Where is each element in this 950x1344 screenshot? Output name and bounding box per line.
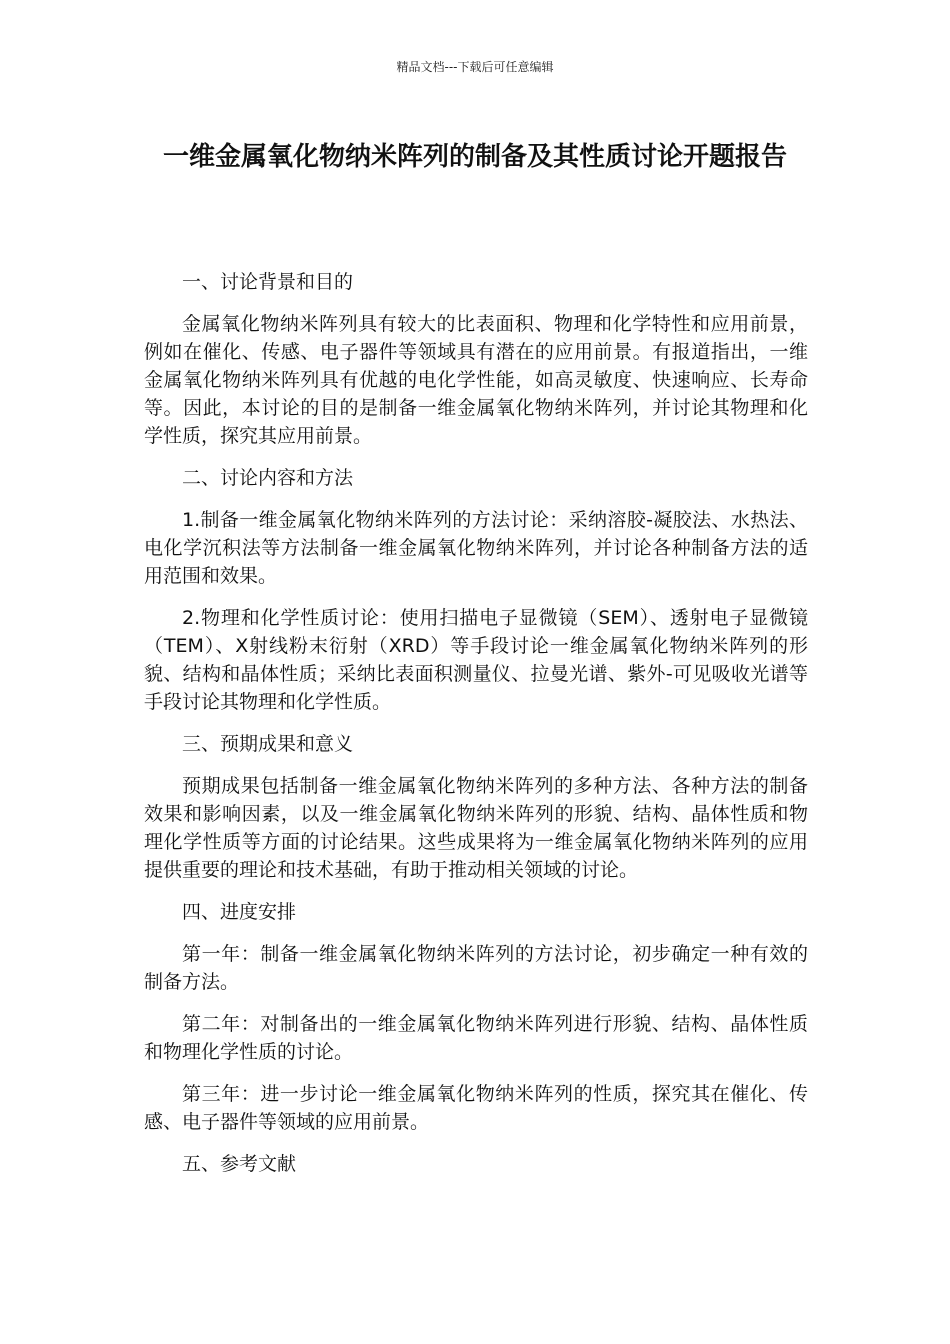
section-heading-background: 一、讨论背景和目的 <box>182 271 354 293</box>
paragraph-schedule-year-2: 第二年：对制备出的一维金属氧化物纳米阵列进行形貌、结构、晶体性质和物理化学性质的讨论。 <box>144 1013 808 1063</box>
header-note: 精品文档---下载后可任意编辑 <box>396 60 554 74</box>
paragraph-background: 金属氧化物纳米阵列具有较大的比表面积、物理和化学特性和应用前景，例如在催化、传感、电子器件等领域具有潜在的应用前景。有报道指出，一维金属氧化物纳米阵列具有优越的电化学性能，如高灵敏度、快速响应、长寿命等。因此，本讨论的目的是制备一维金属氧化物纳米阵列，并讨论其物理和化学性质，探究其应用前景。 <box>144 313 808 447</box>
paragraph-expected-results: 预期成果包括制备一维金属氧化物纳米阵列的多种方法、各种方法的制备效果和影响因素，以及一维金属氧化物纳米阵列的形貌、结构、晶体性质和物理化学性质等方面的讨论结果。这些成果将为一维金属氧化物纳米阵列的应用提供重要的理论和技术基础，有助于推动相关领域的讨论。 <box>144 775 808 881</box>
section-heading-references: 五、参考文献 <box>182 1153 297 1175</box>
section-heading-schedule: 四、进度安排 <box>182 901 297 923</box>
document-title: 一维金属氧化物纳米阵列的制备及其性质讨论开题报告 <box>162 142 787 172</box>
paragraph-preparation-methods: 1.制备一维金属氧化物纳米阵列的方法讨论：采纳溶胶-凝胶法、水热法、电化学沉积法等方法制备一维金属氧化物纳米阵列，并讨论各种制备方法的适用范围和效果。 <box>144 509 808 587</box>
paragraph-schedule-year-1: 第一年：制备一维金属氧化物纳米阵列的方法讨论，初步确定一种有效的制备方法。 <box>144 943 808 993</box>
document-body <box>144 268 808 1192</box>
section-heading-content-methods: 二、讨论内容和方法 <box>182 467 354 489</box>
section-heading-expected-results: 三、预期成果和意义 <box>182 733 354 755</box>
paragraph-property-study: 2.物理和化学性质讨论：使用扫描电子显微镜（SEM）、透射电子显微镜（TEM）、X射线粉末衍射（XRD）等手段讨论一维金属氧化物纳米阵列的形貌、结构和晶体性质；采纳比表面积测量仪、拉曼光谱、紫外-可见吸收光谱等手段讨论其物理和化学性质。 <box>144 607 808 713</box>
paragraph-schedule-year-3: 第三年：进一步讨论一维金属氧化物纳米阵列的性质，探究其在催化、传感、电子器件等领域的应用前景。 <box>144 1083 808 1133</box>
